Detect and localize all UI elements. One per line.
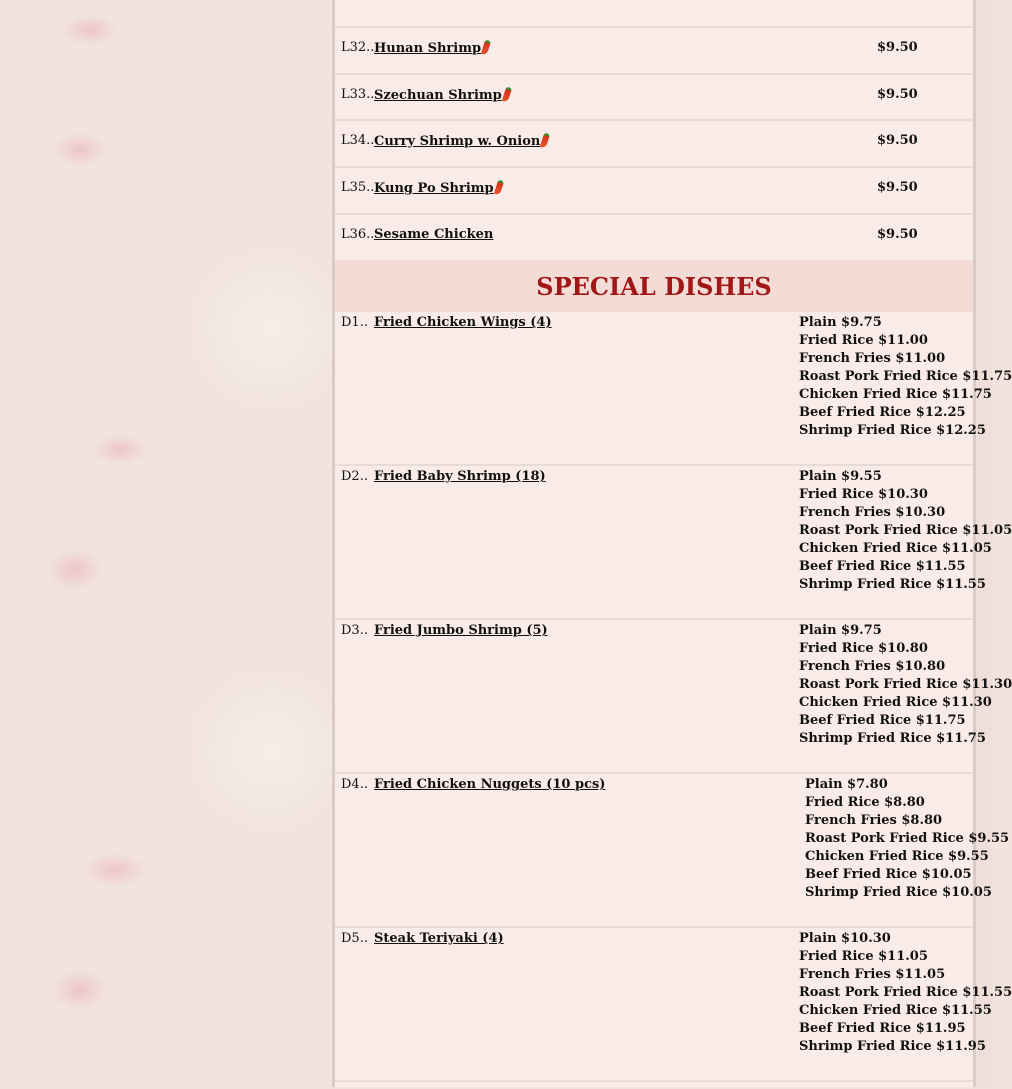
item-name-link[interactable]: [374, 40, 489, 56]
dish-option: Beef Fried Rice $12.25: [799, 405, 966, 420]
dish-option: Fried Rice $11.00: [799, 333, 928, 348]
dish-name: Fried Baby Shrimp (18): [374, 469, 546, 484]
menu-item-row: [335, 73, 973, 121]
item-name: Kung Po Shrimp: [374, 181, 494, 196]
dish-option: French Fries $11.05: [799, 967, 946, 982]
dish-option: French Fries $8.80: [805, 813, 943, 828]
item-code: L35..: [341, 180, 375, 195]
dish-option: Beef Fried Rice $11.55: [799, 559, 966, 574]
menu-item-row: [335, 119, 973, 167]
dish-option: Plain $9.55: [799, 469, 882, 484]
dish-option: Shrimp Fried Rice $11.75: [799, 731, 986, 746]
dish-option: Beef Fried Rice $10.05: [805, 867, 972, 882]
item-price: $9.50: [877, 227, 918, 242]
dish-code: D1..: [341, 315, 368, 330]
dish-options-list: [799, 622, 1012, 748]
dish-option: Fried Rice $8.80: [805, 795, 925, 810]
item-price: $9.50: [877, 133, 918, 148]
item-name-link[interactable]: [374, 180, 502, 196]
special-dish-row: [335, 772, 1010, 928]
dish-name-link[interactable]: [374, 623, 548, 638]
dish-name: Steak Teriyaki (4): [374, 931, 504, 946]
menu-item-row: [335, 26, 973, 74]
dish-option: Roast Pork Fried Rice $11.55: [799, 985, 1012, 1000]
chili-icon: [481, 39, 491, 55]
menu-panel: [332, 0, 1012, 1087]
item-code: L34..: [341, 133, 375, 148]
dish-option: Plain $7.80: [805, 777, 888, 792]
dish-code: D3..: [341, 623, 368, 638]
dish-code: D2..: [341, 469, 368, 484]
item-name: Curry Shrimp w. Onion: [374, 134, 541, 149]
item-name: Sesame Chicken: [374, 227, 494, 242]
dish-option: Plain $9.75: [799, 315, 882, 330]
dish-option: Chicken Fried Rice $11.55: [799, 1003, 992, 1018]
dish-option: Fried Rice $11.05: [799, 949, 928, 964]
item-name: Hunan Shrimp: [374, 41, 482, 56]
section-title: SPECIAL DISHES: [536, 272, 772, 301]
dish-option: Chicken Fried Rice $11.05: [799, 541, 992, 556]
dish-option: Shrimp Fried Rice $10.05: [805, 885, 992, 900]
item-name-link[interactable]: [374, 87, 510, 103]
decorative-blossom-background: [0, 0, 332, 1087]
dish-option: Beef Fried Rice $11.75: [799, 713, 966, 728]
dish-option: Roast Pork Fried Rice $9.55: [805, 831, 1010, 846]
special-dish-row: [335, 464, 1012, 620]
dish-option: Fried Rice $10.80: [799, 641, 928, 656]
dish-option: Roast Pork Fried Rice $11.05: [799, 523, 1012, 538]
dish-code: D4..: [341, 777, 368, 792]
row-divider: [335, 1080, 973, 1089]
chili-icon: [540, 132, 550, 148]
dish-option: Chicken Fried Rice $11.75: [799, 387, 992, 402]
item-code: L33..: [341, 87, 375, 102]
dish-name-link[interactable]: [374, 469, 546, 484]
dish-option: Chicken Fried Rice $9.55: [805, 849, 989, 864]
special-dishes-header: [335, 260, 973, 312]
item-code: L32..: [341, 40, 375, 55]
item-code: L36..: [341, 227, 375, 242]
item-name-link[interactable]: [374, 133, 548, 149]
menu-item-row: [335, 213, 973, 261]
dish-option: Chicken Fried Rice $11.30: [799, 695, 992, 710]
dish-options-list: [799, 930, 1012, 1056]
dish-option: French Fries $11.00: [799, 351, 946, 366]
special-dish-row: [335, 312, 1012, 464]
dish-name: Fried Chicken Nuggets (10 pcs): [374, 777, 606, 792]
item-price: $9.50: [877, 87, 918, 102]
dish-options-list: [799, 314, 1012, 440]
item-price: $9.50: [877, 180, 918, 195]
dish-options-list: [799, 468, 1012, 594]
dish-option: Beef Fried Rice $11.95: [799, 1021, 966, 1036]
special-dish-row: [335, 926, 1012, 1082]
dish-option: Shrimp Fried Rice $12.25: [799, 423, 986, 438]
dish-name-link[interactable]: [374, 777, 605, 792]
dish-option: French Fries $10.80: [799, 659, 946, 674]
dish-option: Shrimp Fried Rice $11.95: [799, 1039, 986, 1054]
dish-option: Shrimp Fried Rice $11.55: [799, 577, 986, 592]
dish-option: French Fries $10.30: [799, 505, 946, 520]
dish-name: Fried Chicken Wings (4): [374, 315, 552, 330]
item-name-link[interactable]: [374, 227, 493, 242]
chili-icon: [502, 86, 512, 102]
item-name: Szechuan Shrimp: [374, 88, 502, 103]
menu-item-row: [335, 166, 973, 214]
dish-name-link[interactable]: [374, 931, 504, 946]
dish-option: Fried Rice $10.30: [799, 487, 928, 502]
special-dish-row: [335, 618, 1012, 774]
dish-option: Roast Pork Fried Rice $11.75: [799, 369, 1012, 384]
item-price: $9.50: [877, 40, 918, 55]
dish-options-list: [805, 776, 1009, 902]
chili-icon: [493, 179, 503, 195]
dish-code: D5..: [341, 931, 368, 946]
dish-option: Roast Pork Fried Rice $11.30: [799, 677, 1012, 692]
dish-name: Fried Jumbo Shrimp (5): [374, 623, 548, 638]
dish-option: Plain $10.30: [799, 931, 891, 946]
dish-name-link[interactable]: [374, 315, 552, 330]
dish-option: Plain $9.75: [799, 623, 882, 638]
